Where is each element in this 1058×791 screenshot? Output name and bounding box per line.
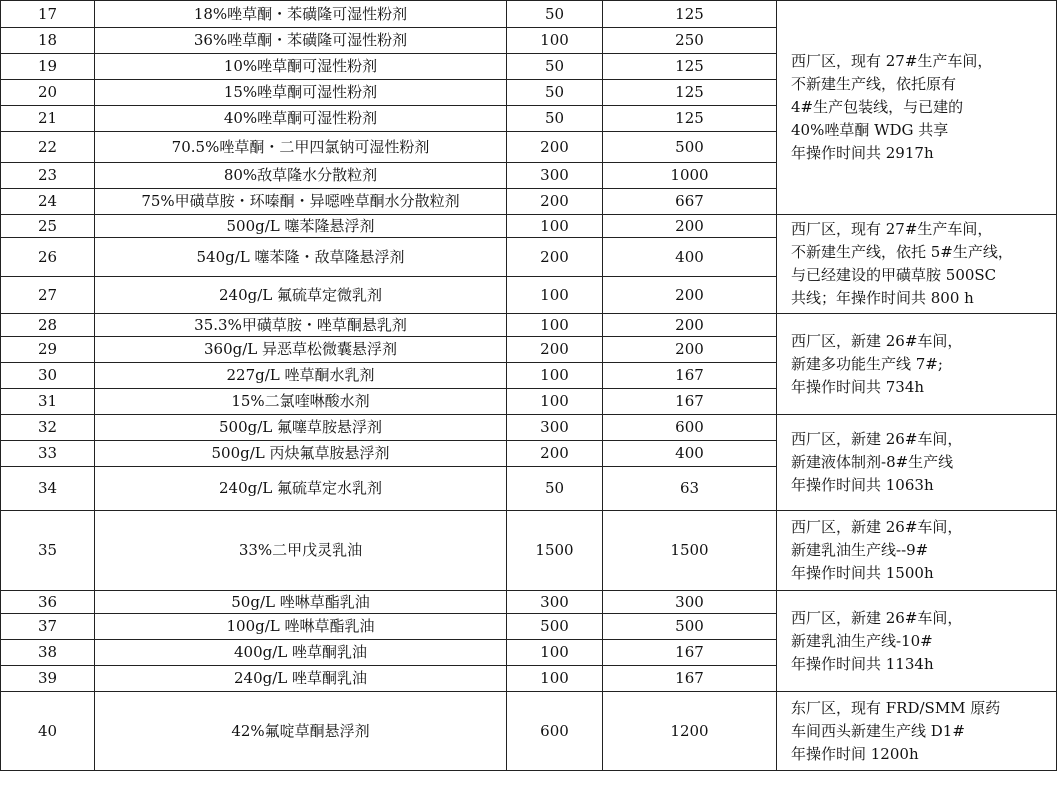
value-b: 500 (603, 614, 777, 640)
row-number: 35 (1, 511, 95, 591)
note-line: 年操作时间共 734h (791, 377, 925, 396)
value-a: 50 (507, 467, 603, 511)
product-name: 240g/L 氟硫草定微乳剂 (95, 277, 507, 314)
note-line: 新建液体制剂-8#生产线 (791, 453, 954, 471)
value-a: 50 (507, 1, 603, 28)
row-number: 39 (1, 666, 95, 692)
value-b: 1000 (603, 163, 777, 189)
product-name: 18%唑草酮・苯磺隆可湿性粉剂 (95, 1, 507, 28)
row-number: 17 (1, 1, 95, 28)
value-b: 250 (603, 28, 777, 54)
value-a: 50 (507, 54, 603, 80)
note-line: 年操作时间共 1134h (791, 654, 934, 673)
product-name: 500g/L 噻苯隆悬浮剂 (95, 215, 507, 238)
production-note (777, 1, 1057, 215)
value-b: 63 (603, 467, 777, 511)
value-b: 125 (603, 54, 777, 80)
note-line: 共线；年操作时间共 800 h (791, 289, 974, 307)
row-number: 37 (1, 614, 95, 640)
note-line: 西厂区，新建 26#车间， (791, 518, 963, 536)
note-line: 西厂区，新建 26#车间， (791, 331, 963, 350)
value-b: 600 (603, 415, 777, 441)
value-b: 400 (603, 238, 777, 277)
note-line: 西厂区，新建 26#车间， (791, 608, 963, 627)
production-note (777, 415, 1057, 511)
note-line: 不新建生产线，依托 5#生产线， (791, 243, 1013, 261)
value-a: 300 (507, 415, 603, 441)
value-b: 667 (603, 189, 777, 215)
value-a: 1500 (507, 511, 603, 591)
row-number: 32 (1, 415, 95, 441)
value-b: 167 (603, 666, 777, 692)
production-note (777, 511, 1057, 591)
value-b: 1200 (603, 692, 777, 771)
note-line: 4#生产包装线，与已建的 (791, 98, 964, 116)
value-a: 100 (507, 363, 603, 389)
production-note (777, 692, 1057, 771)
value-a: 100 (507, 215, 603, 238)
value-a: 500 (507, 614, 603, 640)
row-number: 27 (1, 277, 95, 314)
value-a: 100 (507, 640, 603, 666)
product-name: 35.3%甲磺草胺・唑草酮悬乳剂 (95, 314, 507, 337)
product-name: 500g/L 氟噻草胺悬浮剂 (95, 415, 507, 441)
product-name: 400g/L 唑草酮乳油 (95, 640, 507, 666)
value-a: 200 (507, 238, 603, 277)
value-a: 100 (507, 389, 603, 415)
value-a: 200 (507, 441, 603, 467)
value-a: 600 (507, 692, 603, 771)
product-name: 80%敌草隆水分散粒剂 (95, 163, 507, 189)
table-row (1, 215, 1057, 238)
row-number: 29 (1, 337, 95, 363)
value-a: 100 (507, 277, 603, 314)
product-name: 540g/L 噻苯隆・敌草隆悬浮剂 (95, 238, 507, 277)
product-name: 70.5%唑草酮・二甲四氯钠可湿性粉剂 (95, 132, 507, 163)
value-a: 200 (507, 132, 603, 163)
row-number: 36 (1, 591, 95, 614)
product-name: 33%二甲戊灵乳油 (95, 511, 507, 591)
value-b: 1500 (603, 511, 777, 591)
product-name: 240g/L 唑草酮乳油 (95, 666, 507, 692)
table-row (1, 511, 1057, 591)
row-number: 26 (1, 238, 95, 277)
row-number: 25 (1, 215, 95, 238)
note-line: 年操作时间共 1500h (791, 564, 934, 582)
value-a: 50 (507, 80, 603, 106)
row-number: 28 (1, 314, 95, 337)
value-b: 200 (603, 314, 777, 337)
note-line: 与已经建设的甲磺草胺 500SC (791, 266, 997, 284)
row-number: 23 (1, 163, 95, 189)
value-b: 125 (603, 80, 777, 106)
note-line: 40%唑草酮 WDG 共享 (791, 121, 949, 139)
product-name: 15%唑草酮可湿性粉剂 (95, 80, 507, 106)
row-number: 21 (1, 106, 95, 132)
value-b: 200 (603, 215, 777, 238)
value-a: 300 (507, 163, 603, 189)
note-line: 西厂区，现有 27#生产车间， (791, 52, 993, 70)
value-b: 200 (603, 337, 777, 363)
row-number: 40 (1, 692, 95, 771)
value-b: 200 (603, 277, 777, 314)
product-name: 36%唑草酮・苯磺隆可湿性粉剂 (95, 28, 507, 54)
note-line: 西厂区，现有 27#生产车间， (791, 220, 993, 238)
value-b: 300 (603, 591, 777, 614)
product-name: 100g/L 唑啉草酯乳油 (95, 614, 507, 640)
value-b: 125 (603, 1, 777, 28)
value-b: 500 (603, 132, 777, 163)
value-a: 50 (507, 106, 603, 132)
row-number: 19 (1, 54, 95, 80)
production-note (777, 215, 1057, 314)
row-number: 18 (1, 28, 95, 54)
product-name: 75%甲磺草胺・环嗪酮・异噁唑草酮水分散粒剂 (95, 189, 507, 215)
row-number: 33 (1, 441, 95, 467)
row-number: 30 (1, 363, 95, 389)
note-line: 西厂区，新建 26#车间， (791, 430, 963, 448)
product-name: 50g/L 唑啉草酯乳油 (95, 591, 507, 614)
product-name: 360g/L 异恶草松微囊悬浮剂 (95, 337, 507, 363)
product-name: 240g/L 氟硫草定水乳剂 (95, 467, 507, 511)
value-a: 100 (507, 666, 603, 692)
note-line: 不新建生产线，依托原有 (791, 75, 957, 93)
note-line: 新建乳油生产线-10# (791, 631, 933, 650)
table-row (1, 1, 1057, 28)
note-line: 东厂区，现有 FRD/SMM 原药 (791, 698, 1001, 717)
table-row (1, 415, 1057, 441)
note-line: 新建多功能生产线 7#; (791, 354, 943, 373)
production-note (777, 314, 1057, 415)
product-name: 15%二氯喹啉酸水剂 (95, 389, 507, 415)
note-line: 新建乳油生产线--9# (791, 541, 929, 559)
production-note (777, 591, 1057, 692)
value-b: 167 (603, 640, 777, 666)
product-name: 500g/L 丙炔氟草胺悬浮剂 (95, 441, 507, 467)
value-b: 167 (603, 389, 777, 415)
value-a: 300 (507, 591, 603, 614)
value-a: 200 (507, 189, 603, 215)
value-b: 167 (603, 363, 777, 389)
value-a: 100 (507, 28, 603, 54)
row-number: 20 (1, 80, 95, 106)
value-b: 125 (603, 106, 777, 132)
note-line: 车间西头新建生产线 D1# (791, 721, 965, 740)
table-row (1, 314, 1057, 337)
product-name: 227g/L 唑草酮水乳剂 (95, 363, 507, 389)
note-line: 年操作时间 1200h (791, 744, 919, 763)
table-row (1, 692, 1057, 771)
row-number: 38 (1, 640, 95, 666)
row-number: 34 (1, 467, 95, 511)
row-number: 22 (1, 132, 95, 163)
table-row (1, 591, 1057, 614)
table-body (1, 1, 1057, 771)
product-name: 40%唑草酮可湿性粉剂 (95, 106, 507, 132)
note-line: 年操作时间共 2917h (791, 144, 934, 162)
value-a: 100 (507, 314, 603, 337)
note-line: 年操作时间共 1063h (791, 476, 934, 494)
row-number: 24 (1, 189, 95, 215)
product-name: 10%唑草酮可湿性粉剂 (95, 54, 507, 80)
value-a: 200 (507, 337, 603, 363)
product-name: 42%氟啶草酮悬浮剂 (95, 692, 507, 771)
row-number: 31 (1, 389, 95, 415)
value-b: 400 (603, 441, 777, 467)
